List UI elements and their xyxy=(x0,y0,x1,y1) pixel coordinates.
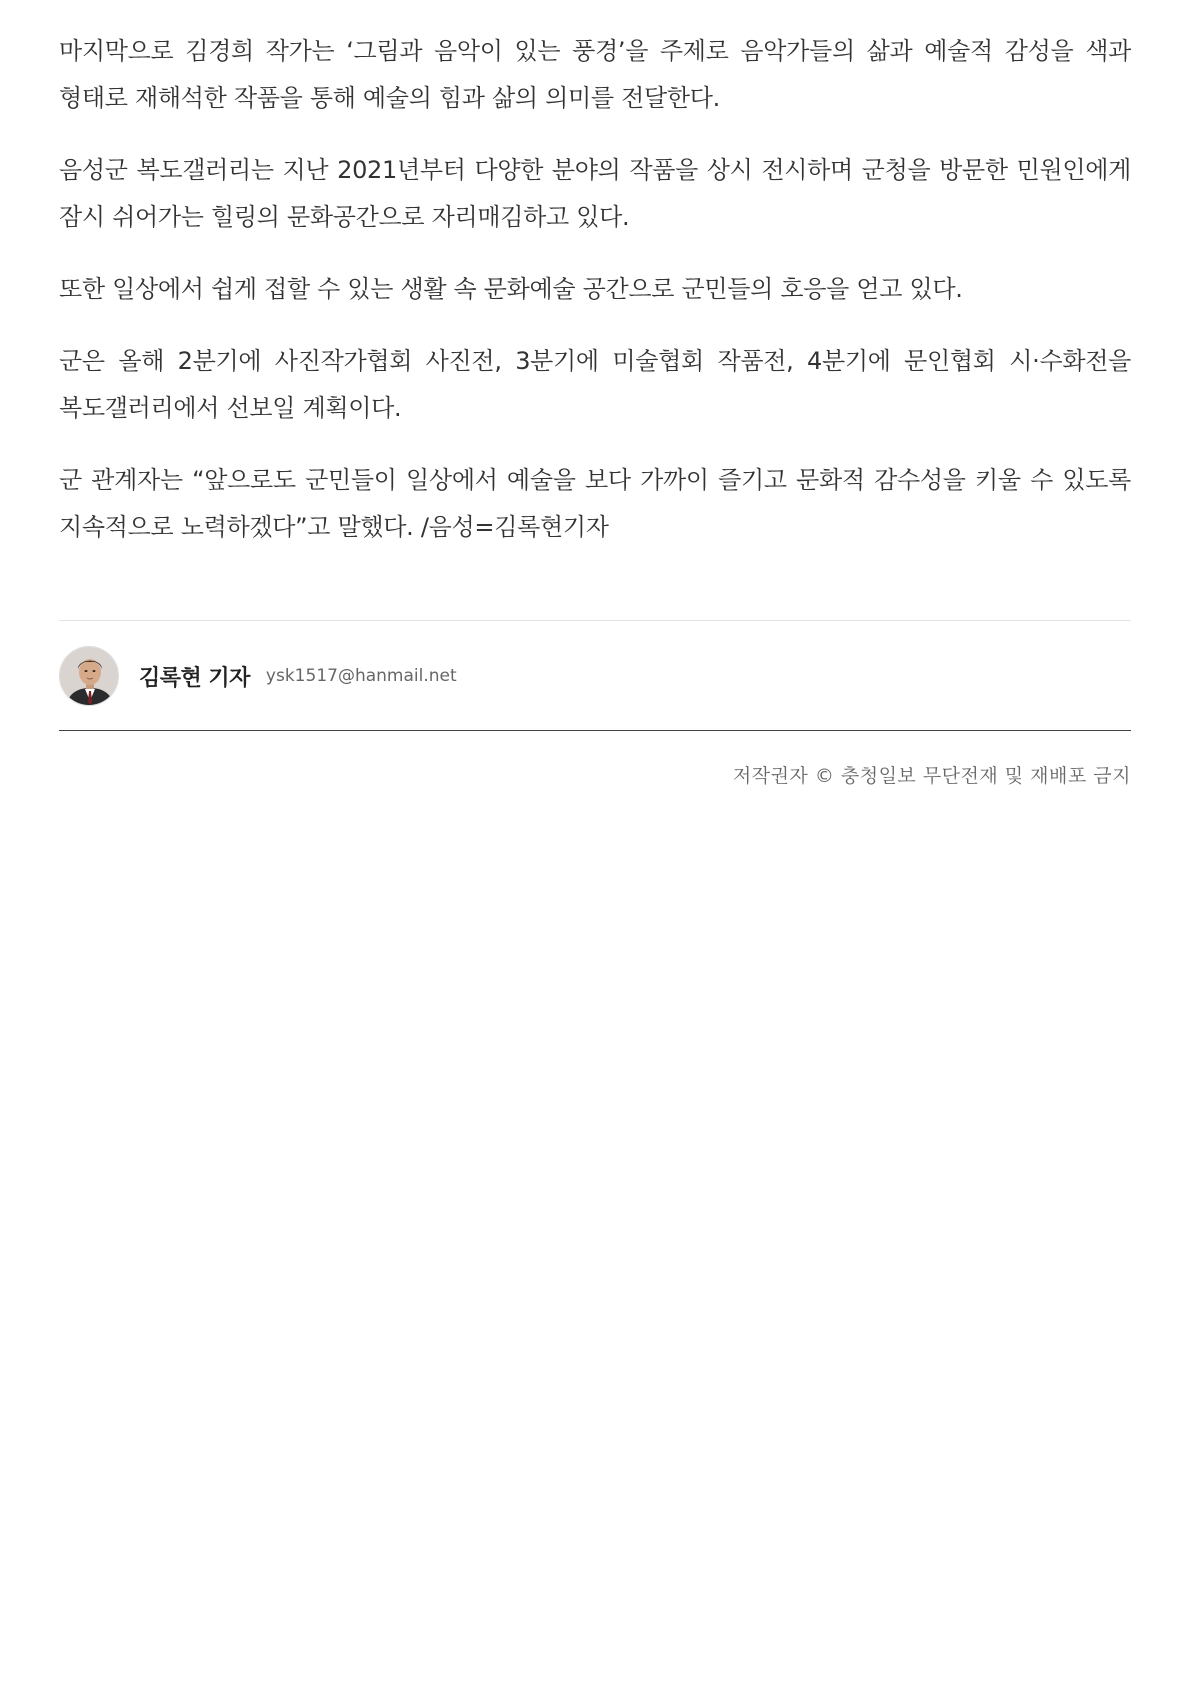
reporter-photo-icon xyxy=(60,647,119,706)
reporter-email-link[interactable]: ysk1517@hanmail.net xyxy=(265,666,457,686)
byline-top-divider xyxy=(59,620,1131,621)
article-paragraph: 음성군 복도갤러리는 지난 2021년부터 다양한 분야의 작품을 상시 전시하며 군청을 방문한 민원인에게 잠시 쉬어가는 힐링의 문화공간으로 자리매김하고 있다. xyxy=(59,156,1131,231)
reporter-name[interactable]: 김록현 기자 xyxy=(139,665,250,691)
article-paragraph: 마지막으로 김경희 작가는 ‘그림과 음악이 있는 풍경’을 주제로 음악가들의 삶과 예술적 감성을 색과 형태로 재해석한 작품을 통해 예술의 힘과 삶의 의미를 전달한다. xyxy=(59,37,1131,112)
copyright-notice: 저작권자 © 충청일보 무단전재 및 재배포 금지 xyxy=(732,765,1131,787)
article-body xyxy=(59,28,1131,576)
article-paragraph: 군 관계자는 “앞으로도 군민들이 일상에서 예술을 보다 가까이 즐기고 문화적 감수성을 키울 수 있도록 지속적으로 노력하겠다”고 말했다. /음성=김록현기자 xyxy=(59,466,1131,541)
article-paragraph: 군은 올해 2분기에 사진작가협회 사진전, 3분기에 미술협회 작품전, 4분기에 문인협회 시·수화전을 복도갤러리에서 선보일 계획이다. xyxy=(59,347,1131,422)
byline-bottom-divider xyxy=(59,730,1131,731)
reporter-byline xyxy=(59,645,1131,707)
reporter-avatar[interactable] xyxy=(59,646,119,706)
article-paragraph: 또한 일상에서 쉽게 접할 수 있는 생활 속 문화예술 공간으로 군민들의 호응을 얻고 있다. xyxy=(59,275,963,303)
